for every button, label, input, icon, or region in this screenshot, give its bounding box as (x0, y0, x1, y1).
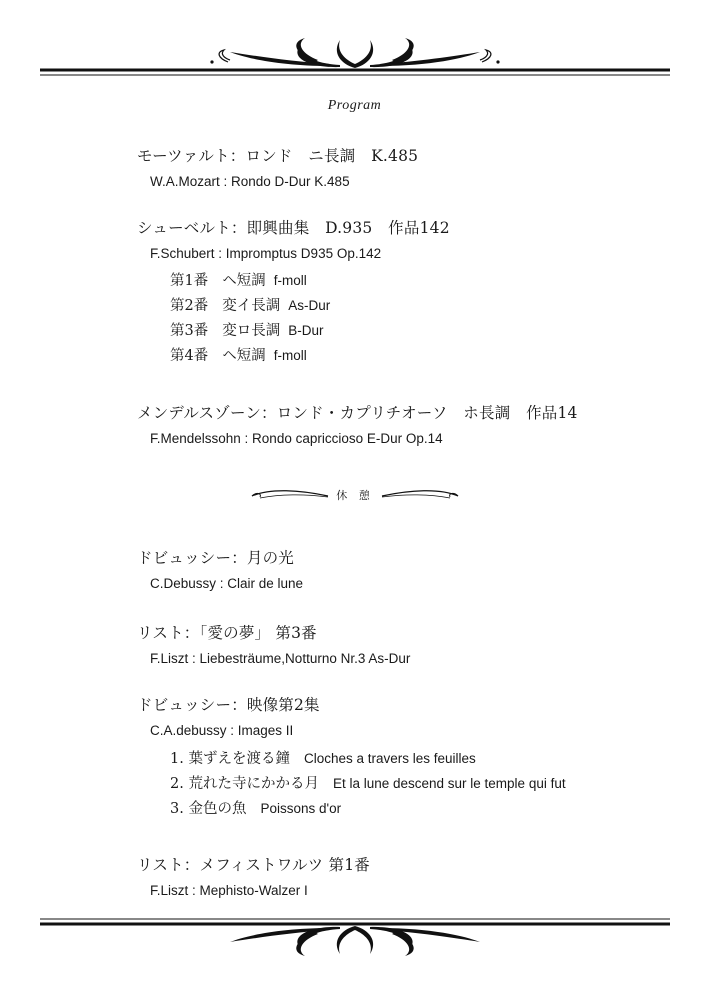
intermission-label: 休 憩 (336, 489, 374, 502)
bottom-ornament (40, 910, 670, 960)
piece-schubert (137, 216, 450, 261)
piece-title-jp: リスト：メフィストワルツ 第1番 (137, 856, 370, 874)
movement-item: 第1番 ヘ短調 f-moll (170, 273, 307, 289)
piece-mozart (137, 144, 418, 189)
movement-item: 1. 葉ずえを渡る鐘 Cloches a travers les feuilles (170, 751, 476, 767)
piece-title-jp: モーツァルト：ロンド ニ長調 K.485 (137, 147, 419, 165)
movement-item: 3. 金色の魚 Poissons d'or (170, 801, 342, 817)
piece-title-en: F.Liszt : Mephisto-Walzer I (150, 883, 308, 898)
movement-item: 2. 荒れた寺にかかる月 Et la lune descend sur le temple qui fut (170, 776, 566, 792)
piece-title-en: W.A.Mozart : Rondo D-Dur K.485 (150, 174, 350, 189)
images-movements (170, 746, 566, 821)
piece-title-jp: ドビュッシー：映像第2集 (137, 696, 320, 714)
program-heading: Program (327, 98, 382, 113)
piece-debussy-clair (137, 546, 303, 591)
movement-item: 第4番 ヘ短調 f-moll (170, 348, 307, 364)
movement-item: 第3番 変ロ長調 B-Dur (170, 323, 324, 339)
piece-liszt-mephisto (137, 853, 370, 898)
piece-mendelssohn (137, 401, 578, 446)
piece-title-jp: メンデルスゾーン：ロンド・カプリチオーソ ホ長調 作品14 (137, 404, 578, 422)
piece-title-en: C.Debussy : Clair de lune (150, 576, 304, 591)
piece-debussy-images (137, 693, 320, 738)
piece-liszt-liebestraum (137, 621, 410, 666)
piece-title-jp: シューベルト：即興曲集 D.935 作品142 (137, 219, 450, 237)
piece-title-en: F.Schubert : Impromptus D935 Op.142 (150, 246, 382, 261)
schubert-movements (170, 268, 330, 368)
piece-title-en: C.A.debussy : Images II (150, 723, 294, 738)
top-ornament (40, 34, 670, 84)
piece-title-en: F.Liszt : Liebesträume,Notturno Nr.3 As-Dur (150, 651, 411, 666)
piece-title-jp: リスト：「愛の夢」 第3番 (137, 624, 317, 642)
piece-title-jp: ドビュッシー：月の光 (137, 549, 295, 567)
piece-title-en: F.Mendelssohn : Rondo capriccioso E-Dur Op.14 (150, 431, 443, 446)
movement-item: 第2番 変イ長調 As-Dur (170, 298, 331, 314)
intermission-divider (250, 484, 460, 508)
